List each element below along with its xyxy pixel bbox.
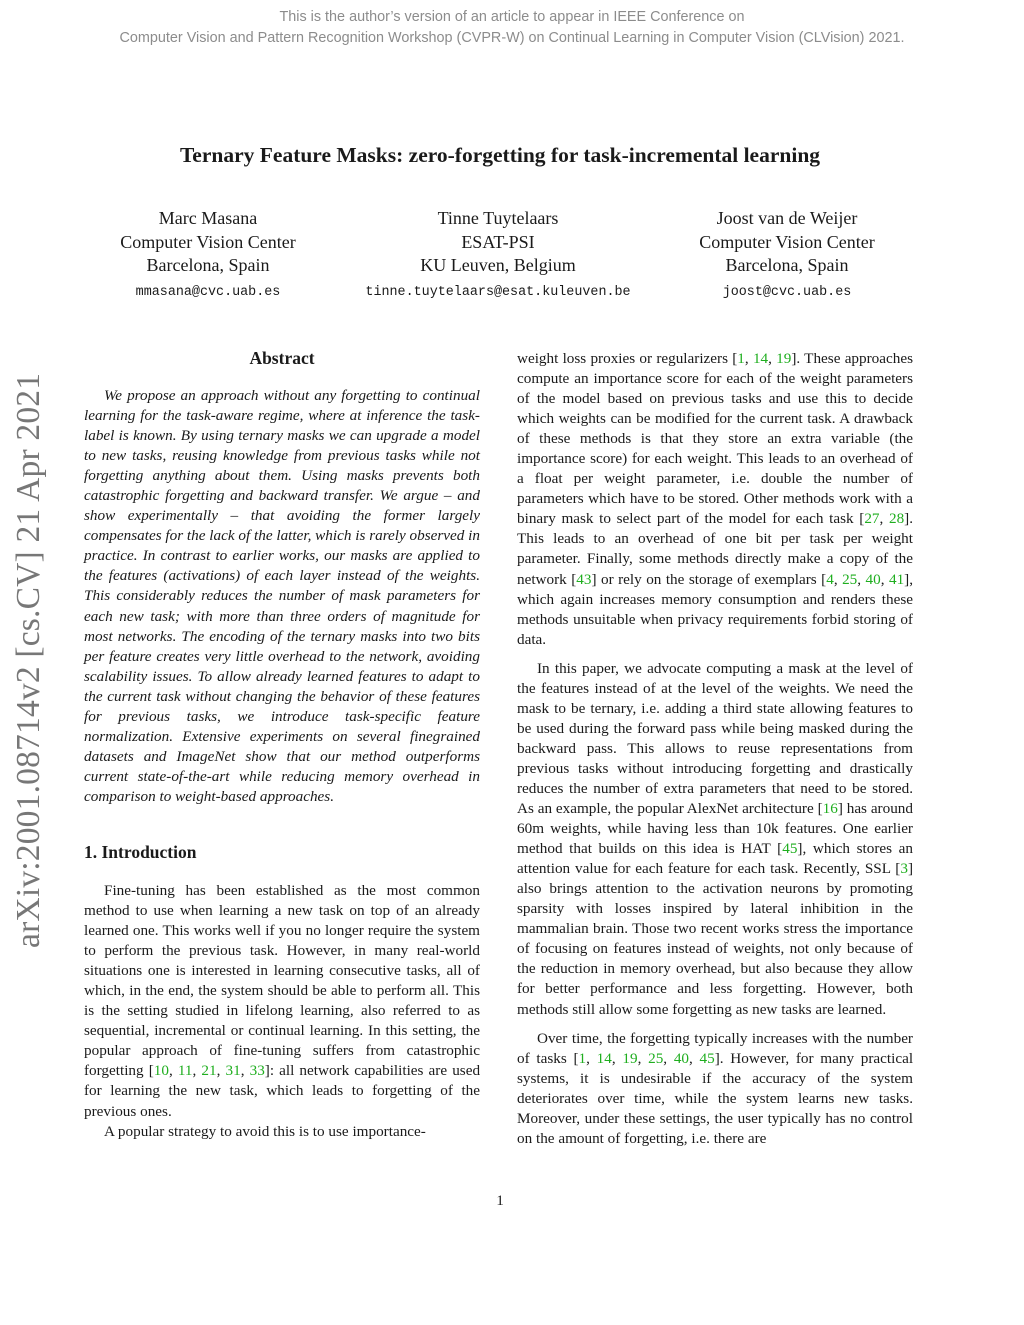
citation-link[interactable]: 40 xyxy=(865,570,881,588)
paragraph-text: Over time, the forgetting typically increases with the number of tasks [ xyxy=(517,1029,913,1067)
intro-paragraph-1: Fine-tuning has been established as the most common method to use when learning a new task on top of an already learned one. This works well if you no longer require the system to perform the previous task. However, in many real-world situations one is interested in learning consecutive tasks, all of which, in the end, the system should be able to perform all. This is the setting studied in lifelong learning, also referred to as sequential, incremental or continual learning. In this setting, the popular approach of fine-tuning suffers from catastrophic forgetting [10, 11, 21, 31, 33]: all network capabilities are used for learning the new task, which leads to forgetting of the previous ones. xyxy=(84,881,481,1120)
intro-paragraph-3 xyxy=(517,659,913,1020)
paragraph-text: ]: all network capabilities are used for learning the new task, which leads to forgetting of the previous ones. xyxy=(84,1062,481,1120)
author-email[interactable]: tinne.tuytelaars@esat.kuleuven.be xyxy=(365,284,631,300)
citation-link[interactable]: 25 xyxy=(648,1049,664,1067)
header-notice-line-2: Computer Vision and Pattern Recognition Workshop (CVPR-W) on Continual Learning in Computer Vision (CLVision) 2021. xyxy=(119,30,905,46)
author-block xyxy=(358,207,638,305)
citation-link[interactable]: 28 xyxy=(888,510,905,528)
paragraph-text: ]. However, for many practical systems, it is undesirable if the accuracy of the system deteriorates over time, while the system learns new tasks. Moreover, under these settings, the user typically has no control on the amount of forgetting, i.e. there are xyxy=(517,1049,914,1147)
author-email[interactable]: mmasana@cvc.uab.es xyxy=(135,284,281,300)
page-number: 1 xyxy=(496,1192,504,1209)
citation-link[interactable]: 19 xyxy=(776,350,792,367)
citation-link[interactable]: 31 xyxy=(225,1062,241,1080)
author-affiliation: ESAT-PSI xyxy=(461,231,535,252)
paper-title: Ternary Feature Masks: zero-forgetting for task-incremental learning xyxy=(179,143,821,167)
author-block xyxy=(647,207,927,305)
citation-link[interactable]: 1 xyxy=(578,1049,587,1067)
author-location: Barcelona, Spain xyxy=(725,255,849,275)
citation-link[interactable]: 43 xyxy=(576,570,592,588)
citation-link[interactable]: 21 xyxy=(201,1062,217,1080)
paragraph-text: ] has around 60m weights, while having less than 10k features. One earlier method that builds on this idea is HAT [ xyxy=(517,800,913,858)
citation-link[interactable]: 45 xyxy=(782,840,798,858)
citation-link[interactable]: 27 xyxy=(864,510,880,528)
author-location: Barcelona, Spain xyxy=(146,255,270,275)
left-column xyxy=(84,345,480,1142)
header-notice-line-1: This is the author’s version of an article to appear in IEEE Conference on xyxy=(279,9,745,25)
paragraph-text: ] also brings attention to the activation neurons by promoting sparsity with losses inspired by lateral inhibition in the mammalian brain. Those two recent works stress the importance of focusing on features instead of weights, not only because of the reduction in memory overhead, but also because they allow for better performance and less forgetting. However, both methods still allow some forgetting as new tasks are learned. xyxy=(517,860,913,1018)
author-name: Joost van de Weijer xyxy=(716,208,858,228)
citation-link[interactable]: 40 xyxy=(673,1049,689,1067)
author-name: Tinne Tuytelaars xyxy=(437,208,559,228)
paragraph-text: In this paper, we advocate computing a mask at the level of the features instead of at the level of the weights. We need the mask to be ternary, i.e. adding a third state allowing features to be used during the forward pass while being masked during the backward pass. This allows to reuse representations from previous tasks without introducing forgetting and drastically reduces the number of extra parameters that need to be stored. As an example, the popular AlexNet architecture [ xyxy=(517,659,913,818)
paragraph-text: ], which again increases memory consumption and renders these methods unsuitable when privacy requirements forbid storing of data. xyxy=(517,570,914,648)
citation-link[interactable]: 41 xyxy=(888,570,905,588)
right-column xyxy=(517,349,913,1149)
author-location: KU Leuven, Belgium xyxy=(420,255,576,275)
paragraph-text: ], which stores an attention value for each feature for each task. Recently, SSL [ xyxy=(517,840,913,878)
citation-link[interactable]: 33 xyxy=(249,1062,265,1080)
abstract-heading: Abstract xyxy=(249,348,315,368)
arxiv-identifier-stamp: arXiv:2001.08714v2 [cs.CV] 21 Apr 2021 xyxy=(10,372,47,948)
citation-link[interactable]: 14 xyxy=(752,350,769,367)
intro-paragraph-2-continued: weight loss proxies or regularizers [1, 14, 19]. These approaches compute an importance score for each of the weight parameters of the model based on previous tasks and use this to decide which weights can be modified for the current task. A drawback of these methods is that they store an extra variable (the importance score) for each weight. This leads to an overhead of a float per weight parameter, i.e. double the number of parameters which have to be stored. Other methods work with a binary mask to select part of the model for each task [27, 28]. This leads to an overhead of one bit per task per weight parameter. Finally, some methods directly make a copy of the network [43] or rely on the storage of exemplars [4, 25, 40, 41], which again increases memory consumption and renders these methods unsuitable when privacy requirements forbid storing of data. xyxy=(517,350,914,648)
paragraph-text: ]. This leads to an overhead of one bit per task per weight parameter. Finally, some methods directly make a copy of the network [ xyxy=(517,510,914,588)
author-name: Marc Masana xyxy=(158,208,258,228)
intro-paragraph-4: Over time, the forgetting typically increases with the number of tasks [1, 14, 19, 25, 40, 45]. However, for many practical systems, it is undesirable if the accuracy of the system deteriorates over time, while the system learns new tasks. Moreover, under these settings, the user typically has no control on the amount of forgetting, i.e. there are xyxy=(517,1029,914,1147)
citation-link[interactable]: 4 xyxy=(826,570,834,588)
citation-link[interactable]: 3 xyxy=(900,860,908,878)
citation-link[interactable]: 25 xyxy=(842,570,858,588)
citation-link[interactable]: 16 xyxy=(822,800,838,818)
intro-paragraph-2-start: A popular strategy to avoid this is to use importance- xyxy=(104,1122,426,1140)
author-affiliation: Computer Vision Center xyxy=(120,231,296,252)
paragraph-text: ] or rely on the storage of exemplars [ xyxy=(591,570,827,588)
author-block xyxy=(68,207,348,305)
citation-link[interactable]: 1 xyxy=(737,350,745,367)
citation-link[interactable]: 14 xyxy=(596,1049,612,1067)
citation-link[interactable]: 10 xyxy=(153,1062,169,1080)
section-heading-introduction: 1. Introduction xyxy=(84,841,197,862)
paragraph-text: Fine-tuning has been established as the most common method to use when learning a new task on top of an already learned one. This works well if you no longer require the system to perform the previous task. However, in many real-world situations one is interested in learning consecutive tasks, all of which, in the end, the system should be able to perform all. This is the setting studied in lifelong learning, also referred to as sequential, incremental or continual learning. In this setting, the popular approach of fine-tuning suffers from catastrophic forgetting [ xyxy=(84,881,480,1080)
paragraph-text: ]. These approaches compute an importance score for each of the weight parameters of the model based on previous tasks and use this to decide which weights can be modified for the current task. A drawback of these methods is that they store an extra variable (the importance score) for each weight. This leads to an overhead of a float per weight parameter, i.e. double the number of parameters which have to be stored. Other methods work with a binary mask to select part of the model for each task [ xyxy=(517,350,914,528)
abstract-text: We propose an approach without any forgetting to continual learning for the task-aware regime, where at inference the task-label is known. By using ternary masks we can upgrade a model to new tasks, reusing knowledge from previous tasks while not forgetting anything about them. Using masks prevents both catastrophic forgetting and backward transfer. We argue – and show experimentally – that avoiding the former largely compensates for the lack of the latter, which is rarely observed in practice. In contrast to earlier works, our masks are applied to the features (activations) of each layer instead of the weights. This considerably reduces the number of mask parameters for each new task; with more than three orders of magnitude for most networks. The encoding of the ternary masks into two bits per feature creates very little overhead to the network, avoiding scalability issues. To allow already learned features to adapt to the current task without changing the behavior of these features for previous tasks, we introduce task-specific feature normalization. Extensive experiments on several finegrained datasets and ImageNet show that our method outperforms current state-of-the-art while reducing memory overhead in comparison to weight-based approaches. xyxy=(84,387,480,805)
paragraph-text: weight loss proxies or regularizers [ xyxy=(517,350,738,367)
author-email[interactable]: joost@cvc.uab.es xyxy=(722,284,852,300)
citation-link[interactable]: 19 xyxy=(622,1049,638,1067)
author-affiliation: Computer Vision Center xyxy=(699,231,875,252)
citation-link[interactable]: 45 xyxy=(699,1049,715,1067)
citation-link[interactable]: 11 xyxy=(177,1062,193,1080)
